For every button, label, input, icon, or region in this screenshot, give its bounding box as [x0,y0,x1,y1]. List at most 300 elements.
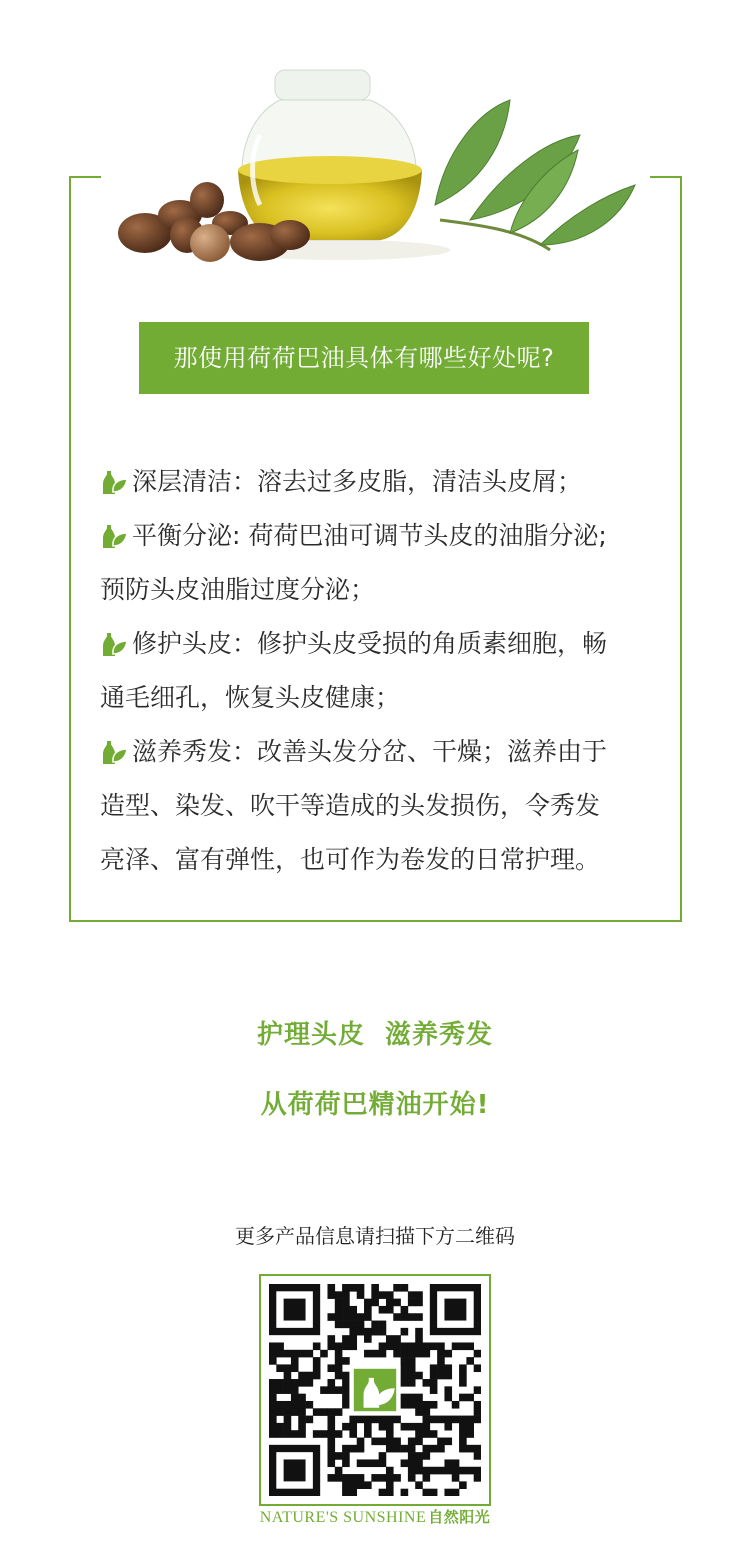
qr-module [452,1342,460,1350]
brand-name-cn: 自然阳光 [428,1508,491,1526]
qr-module [415,1328,423,1336]
qr-module [349,1423,357,1431]
qr-module [423,1474,431,1482]
qr-module [342,1299,350,1307]
qr-module [430,1372,438,1380]
qr-module [444,1459,452,1467]
qr-module [349,1489,357,1496]
qr-module [474,1401,481,1409]
qr-module [335,1364,343,1372]
qr-module [276,1364,284,1372]
qr-module [379,1489,387,1496]
qr-module [371,1474,379,1482]
qr-center-logo [349,1364,400,1415]
qr-module [459,1379,467,1387]
qr-module [408,1291,416,1299]
qr-module [291,1364,299,1372]
qr-module [291,1408,299,1416]
qr-module [349,1328,357,1336]
benefit-text: 通毛细孔，恢复头皮健康； [100,683,401,712]
qr-module [386,1467,394,1475]
qr-module [437,1467,445,1475]
qr-module [379,1452,387,1460]
qr-module [401,1423,409,1431]
qr-module [408,1467,416,1475]
qr-module [284,1386,292,1394]
qr-module [313,1372,321,1380]
qr-module [335,1408,343,1416]
qr-module [423,1342,431,1350]
qr-module [423,1350,431,1358]
qr-module [357,1284,365,1292]
qr-module [349,1474,357,1482]
qr-module [313,1342,321,1350]
qr-module [349,1416,357,1424]
qr-module [393,1342,401,1350]
qr-module [342,1291,350,1299]
qr-module [291,1379,299,1387]
qr-module [313,1364,321,1372]
benefit-text: 深层清洁：溶去过多皮脂，清洁头皮屑； [132,467,583,496]
frame-top-right [650,176,682,178]
qr-module [284,1364,292,1372]
qr-module [364,1430,372,1438]
frame-left [69,176,71,922]
qr-module [349,1445,357,1453]
qr-module [335,1372,343,1380]
qr-module [306,1379,314,1387]
qr-module [349,1306,357,1314]
qr-module [284,1372,292,1380]
qr-module [342,1335,350,1343]
qr-module [284,1401,292,1409]
qr-module [327,1416,335,1424]
qr-module [452,1489,460,1496]
qr-module [327,1364,335,1372]
qr-module [335,1474,343,1482]
qr-module [379,1306,387,1314]
qr-module [320,1386,328,1394]
qr-module [415,1291,423,1299]
qr-module [459,1342,467,1350]
qr-module [298,1408,306,1416]
qr-module [364,1416,372,1424]
qr-module [371,1291,379,1299]
qr-module [423,1489,431,1496]
qr-module [408,1452,416,1460]
qr-module [430,1401,438,1409]
leaf-bottle-icon [100,468,128,496]
qr-module [379,1474,387,1482]
qr-module [320,1350,328,1358]
qr-module [408,1459,416,1467]
qr-module [401,1379,409,1387]
qr-module [386,1335,394,1343]
qr-module [466,1416,474,1424]
qr-module [466,1445,474,1453]
qr-module [327,1335,335,1343]
qr-module [342,1489,350,1496]
qr-module [401,1342,409,1350]
qr-module [423,1408,431,1416]
qr-module [415,1467,423,1475]
qr-module [459,1481,467,1489]
qr-module [364,1299,372,1307]
benefit-line [100,563,660,617]
qr-module [415,1408,423,1416]
qr-module [269,1379,277,1387]
qr-module [284,1350,292,1358]
qr-module [444,1438,452,1446]
qr-module [459,1416,467,1424]
qr-module [306,1416,314,1424]
qr-module [371,1284,379,1292]
qr-module [269,1416,277,1424]
qr-module [335,1350,343,1358]
qr-module [393,1299,401,1307]
frame-bottom [69,920,682,922]
qr-module [342,1445,350,1453]
qr-module [474,1467,481,1475]
qr-module [393,1438,401,1446]
qr-module [408,1379,416,1387]
qr-module [335,1342,343,1350]
qr-module [313,1408,321,1416]
qr-module [349,1481,357,1489]
qr-module [474,1474,481,1482]
qr-module [335,1306,343,1314]
qr-module [335,1467,343,1475]
qr-module [364,1335,372,1343]
qr-module [401,1445,409,1453]
jojoba-oil-illustration [100,55,650,280]
qr-module [269,1350,277,1358]
benefit-text: 造型、染发、吹干等造成的头发损伤，令秀发 [100,791,601,820]
qr-module [444,1394,452,1402]
qr-module [349,1342,357,1350]
qr-module [276,1408,284,1416]
qr-module [408,1350,416,1358]
qr-module [401,1357,409,1365]
qr-module [342,1474,350,1482]
qr-module [386,1438,394,1446]
qr-code[interactable] [259,1274,491,1506]
qr-module [291,1350,299,1358]
qr-module [342,1394,350,1402]
qr-module [386,1423,394,1431]
qr-module [415,1438,423,1446]
qr-module [276,1350,284,1358]
qr-module [320,1430,328,1438]
qr-module [444,1423,452,1431]
qr-module [342,1401,350,1409]
qr-module [364,1306,372,1314]
qr-module [327,1430,335,1438]
qr-module [466,1430,474,1438]
frame-right [680,176,682,922]
qr-module [459,1364,467,1372]
qr-module [379,1350,387,1358]
qr-module [423,1452,431,1460]
qr-module [401,1306,409,1314]
qr-module [430,1489,438,1496]
qr-module [408,1445,416,1453]
qr-module [379,1423,387,1431]
benefit-line [100,725,660,779]
qr-module [276,1386,284,1394]
qr-module [364,1313,372,1321]
qr-module [298,1423,306,1431]
qr-module [371,1438,379,1446]
qr-module [298,1430,306,1438]
qr-module [408,1401,416,1409]
qr-module [459,1430,467,1438]
qr-module [386,1342,394,1350]
qr-module [386,1430,394,1438]
qr-module [364,1459,372,1467]
qr-module [342,1321,350,1329]
qr-module [276,1423,284,1431]
qr-module [408,1474,416,1482]
brand-logo [0,1506,750,1527]
slogan-line-1: 护理头皮 滋养秀发 [256,1020,494,1050]
qr-module [437,1438,445,1446]
qr-module [335,1299,343,1307]
qr-module [415,1299,423,1307]
benefit-line [100,671,660,725]
qr-module [364,1481,372,1489]
qr-module [430,1364,438,1372]
qr-module [349,1430,357,1438]
qr-module [444,1364,452,1372]
qr-module [269,1342,277,1350]
qr-module [415,1335,423,1343]
qr-module [452,1401,460,1409]
qr-module [291,1357,299,1365]
qr-module [291,1386,299,1394]
qr-module [444,1416,452,1424]
benefit-text: 滋养秀发：改善头发分岔、干燥；滋养由于 [132,737,608,766]
qr-module [291,1430,299,1438]
qr-module [371,1321,379,1329]
qr-module [444,1467,452,1475]
brand-name-en: NATURE'S SUNSHINE [259,1509,427,1526]
qr-module [386,1299,394,1307]
qr-module [401,1364,409,1372]
qr-module [269,1401,277,1409]
qr-module [276,1379,284,1387]
qr-module [357,1481,365,1489]
qr-module [298,1350,306,1358]
qr-module [269,1423,277,1431]
qr-module [342,1481,350,1489]
qr-module [444,1489,452,1496]
qr-module [401,1350,409,1358]
qr-module [335,1321,343,1329]
qr-module [430,1416,438,1424]
qr-module [386,1416,394,1424]
qr-module [306,1372,314,1380]
qr-module [386,1481,394,1489]
qr-module [423,1416,431,1424]
qr-module [313,1430,321,1438]
leaf-bottle-icon [100,630,128,658]
qr-module [379,1459,387,1467]
qr-module [466,1467,474,1475]
qr-module [284,1408,292,1416]
qr-module [459,1394,467,1402]
qr-module [313,1357,321,1365]
benefit-text: 亮泽、富有弹性，也可作为卷发的日常护理。 [100,845,601,874]
qr-module [459,1467,467,1475]
qr-module [327,1379,335,1387]
qr-module [408,1357,416,1365]
qr-module [327,1342,335,1350]
qr-module [349,1284,357,1292]
qr-module [342,1357,350,1365]
qr-module [415,1452,423,1460]
qr-module [269,1430,277,1438]
qr-module [415,1430,423,1438]
qr-module [357,1445,365,1453]
qr-module [386,1291,394,1299]
qr-module [298,1401,306,1409]
qr-module [474,1386,481,1394]
qr-module [474,1364,481,1372]
qr-module [423,1430,431,1438]
qr-module [335,1291,343,1299]
qr-module [401,1459,409,1467]
qr-module [393,1284,401,1292]
qr-module [415,1423,423,1431]
qr-module [269,1394,277,1402]
qr-module [423,1423,431,1431]
qr-module [379,1438,387,1446]
qr-module [357,1291,365,1299]
qr-module [306,1350,314,1358]
qr-module [386,1445,394,1453]
qr-module [364,1423,372,1431]
qr-module [371,1299,379,1307]
qr-module [357,1313,365,1321]
qr-module [408,1299,416,1307]
qr-module [444,1386,452,1394]
qr-module [452,1416,460,1424]
qr-module [408,1364,416,1372]
qr-module [269,1408,277,1416]
benefit-line [100,509,660,563]
qr-module [379,1291,387,1299]
frame-top-left [69,176,101,178]
benefits-list [100,455,660,887]
qr-module [474,1350,481,1358]
qr-module [415,1342,423,1350]
qr-module [371,1416,379,1424]
qr-module [415,1401,423,1409]
qr-module [335,1357,343,1365]
qr-module [393,1474,401,1482]
benefit-text: 修护头皮：修护头皮受损的角质素细胞，畅 [132,629,608,658]
qr-module [459,1423,467,1431]
qr-module [393,1350,401,1358]
qr-finder [269,1284,320,1335]
qr-module [437,1364,445,1372]
qr-finder [430,1284,481,1335]
qr-module [430,1445,438,1453]
qr-module [408,1313,416,1321]
qr-module [437,1342,445,1350]
qr-module [393,1335,401,1343]
qr-module [276,1342,284,1350]
qr-module [335,1386,343,1394]
qr-module [327,1459,335,1467]
qr-module [386,1474,394,1482]
qr-module [298,1394,306,1402]
qr-module [357,1328,365,1336]
qr-module [327,1408,335,1416]
leaf-bottle-icon [100,522,128,550]
qr-module [452,1474,460,1482]
qr-module [474,1445,481,1453]
qr-module [437,1416,445,1424]
qr-module [357,1438,365,1446]
qr-module [342,1459,350,1467]
qr-module [474,1452,481,1460]
benefit-text: 预防头皮油脂过度分泌； [100,575,376,604]
qr-module [357,1459,365,1467]
qr-module [452,1459,460,1467]
qr-module [284,1379,292,1387]
qr-module [342,1284,350,1292]
qr-module [364,1350,372,1358]
qr-module [349,1313,357,1321]
qr-module [276,1401,284,1409]
qr-module [474,1408,481,1416]
qr-module [349,1335,357,1343]
qr-module [386,1306,394,1314]
qr-module [371,1350,379,1358]
qr-module [335,1313,343,1321]
qr-module [430,1430,438,1438]
qr-module [437,1372,445,1380]
benefit-line [100,833,660,887]
qr-module [276,1430,284,1438]
qr-module [466,1342,474,1350]
qr-module [415,1459,423,1467]
slogan-line-2: 从荷荷巴精油开始! [260,1090,490,1120]
qr-module [401,1372,409,1380]
qr-module [298,1379,306,1387]
qr-module [423,1467,431,1475]
qr-module [423,1379,431,1387]
qr-module [342,1372,350,1380]
qr-module [342,1379,350,1387]
qr-module [357,1321,365,1329]
qr-module [408,1394,416,1402]
qr-module [459,1372,467,1380]
qr-module [342,1306,350,1314]
qr-module [452,1467,460,1475]
qr-module [269,1386,277,1394]
qr-module [415,1313,423,1321]
qr-module [423,1401,431,1409]
qr-module [379,1416,387,1424]
qr-module [430,1342,438,1350]
qr-module [327,1313,335,1321]
qr-finder [269,1445,320,1496]
qr-module [408,1372,416,1380]
qr-module [474,1416,481,1424]
